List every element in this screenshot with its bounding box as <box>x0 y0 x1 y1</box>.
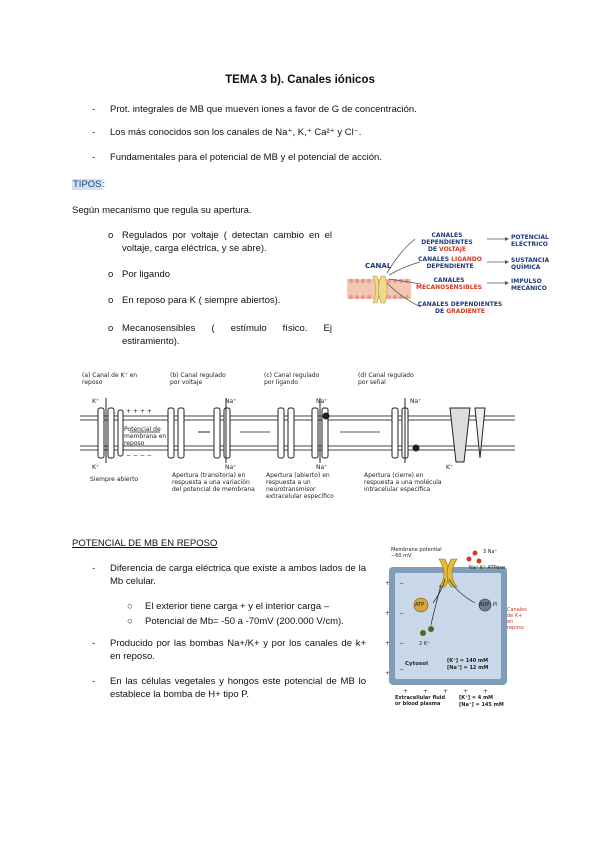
intro-item: Prot. integrales de MB que mueven iones a favor de G de concentración. <box>110 104 417 115</box>
channel-types-diagram <box>345 221 550 319</box>
resting-sub-item: El exterior tiene carga + y el interior carga – <box>145 601 330 612</box>
bullet-circle-icon: o <box>108 230 114 241</box>
channel-type-gradient <box>417 301 503 315</box>
svg-text:+: + <box>403 688 409 695</box>
channel-c <box>278 398 329 463</box>
channel-type-text: CANALES DEPENDIENTES <box>417 301 503 308</box>
membrane-potential-label: Membrane potential −60 mV <box>391 547 442 559</box>
svg-text:−: − <box>399 610 405 617</box>
resting-item: En las células vegetales y hongos este potencial de MB lo establece la bomba de H+ tipo P. <box>110 676 366 700</box>
channel-type-mechano <box>411 277 487 291</box>
atp-label: ATP <box>415 602 425 608</box>
bullet-dash: - <box>92 104 96 115</box>
panel-a-ion-top: K⁺ <box>92 398 100 405</box>
panel-d-label: (d) Canal regulado por señal <box>358 372 414 386</box>
intro-item: Fundamentales para el potencial de MB y el potencial de acción. <box>110 152 382 163</box>
na-in-label: [Na⁺] = 12 mM <box>447 665 489 671</box>
channel-type-text: CANALES DEPENDIENTES <box>421 232 473 246</box>
panel-b-ion-top: Na⁺ <box>225 398 237 405</box>
k-in-label: [K⁺] = 140 mM <box>447 658 489 664</box>
mechanism-item: Mecanosensibles ( estímulo físico. Ej estiramiento). <box>122 323 332 347</box>
k-bottom-label: 2 K⁺ <box>419 641 430 647</box>
panel-c-ion-top: Na⁺ <box>316 398 328 405</box>
svg-text:+: + <box>423 688 429 695</box>
bullet-ring-icon: ○ <box>127 616 133 627</box>
resting-item: Producido por las bombas Na+/K+ y por los canales de k+ en reposo. <box>110 638 366 662</box>
adp-label: ADP <box>479 602 490 608</box>
channel-type-accent: LIGANDO <box>451 256 482 263</box>
svg-text:−: − <box>399 640 405 647</box>
panel-c-caption: Apertura (abierto) en respuesta a un neurotransmisor extracelular específico <box>266 472 334 500</box>
channel-type-text: DE <box>427 246 440 253</box>
channel-type-text: CANALES <box>418 256 452 263</box>
section2-title: POTENCIAL DE MB EN REPOSO <box>72 538 218 549</box>
k-out-label: [K⁺] = 4 mM <box>459 695 494 701</box>
bullet-circle-icon: o <box>108 323 114 334</box>
svg-text:+: + <box>463 688 469 695</box>
minus-signs: − − − − <box>126 452 152 459</box>
panel-c-label: (c) Canal regulado por ligando <box>264 372 320 386</box>
mechanism-heading: Según mecanismo que regula su apertura. <box>72 205 252 216</box>
channel-type-voltage <box>407 232 487 253</box>
resting-sub-item: Potencial de Mb= -50 a -70mV (200.000 V/cm). <box>145 616 344 627</box>
bullet-dash: - <box>92 638 96 649</box>
plus-signs: + + + + <box>126 408 152 415</box>
mechanism-item: Por ligando <box>122 269 171 280</box>
panel-d-ion-bottom: K⁺ <box>446 464 454 471</box>
result-voltage: POTENCIAL ELÉCTRICO <box>511 234 549 248</box>
svg-text:−: − <box>399 580 405 587</box>
panel-b-caption: Apertura (transitoria) en respuesta a una variación del potencial de membrana <box>172 472 255 493</box>
panel-b-ion-bottom: Na⁺ <box>225 464 237 471</box>
bullet-dash: - <box>92 127 96 138</box>
channel-type-accent: VOLTAJE <box>439 246 467 253</box>
panel-d-caption: Apertura (cierre) en respuesta a una molécula intracelular específica <box>364 472 442 493</box>
bullet-circle-icon: o <box>108 295 114 306</box>
channel-type-text: DE <box>435 308 447 315</box>
bullet-dash: - <box>92 563 96 574</box>
side-label: Canales de K+ en reposo <box>507 607 527 631</box>
page-title: TEMA 3 b). Canales iónicos <box>225 74 375 86</box>
panel-a-label: (a) Canal de K⁺ en reposo <box>82 372 138 386</box>
panel-b-label: (b) Canal regulado por voltaje <box>170 372 226 386</box>
svg-text:+: + <box>483 688 489 695</box>
channel-type-text: CANALES <box>433 277 465 284</box>
channels-figure <box>80 368 515 508</box>
canal-label: CANAL <box>365 262 392 270</box>
cell-figure <box>383 545 527 713</box>
svg-text:+: + <box>385 610 391 617</box>
svg-text:+: + <box>443 688 449 695</box>
membrane-label: Potencial de membrana en reposo <box>124 426 167 447</box>
channel-a <box>98 398 123 463</box>
extracellular-label: Extracellular fluid or blood plasma <box>395 695 446 707</box>
channel-type-text: DEPENDIENTE <box>426 263 474 270</box>
mechanism-item: Regulados por voltaje ( detectan cambio en el voltaje, carga eléctrica, y se abre). <box>122 230 332 254</box>
bullet-dash: - <box>92 676 96 687</box>
na-top-label: 3 Na⁺ <box>483 549 498 555</box>
arrow-heads <box>505 237 509 285</box>
bullet-ring-icon: ○ <box>127 601 133 612</box>
pi-label: Pi <box>493 602 498 608</box>
tipos-colon: : <box>102 179 106 190</box>
svg-text:+: + <box>385 670 391 677</box>
resting-item: Diferencia de carga eléctrica que existe a ambos lados de la Mb celular. <box>110 563 366 587</box>
svg-text:+: + <box>385 640 391 647</box>
bullet-dash: - <box>92 152 96 163</box>
channel-d <box>392 398 485 463</box>
svg-text:−: − <box>399 666 405 673</box>
panel-c-ion-bottom: Na⁺ <box>316 464 328 471</box>
membrane-strip <box>347 276 411 303</box>
channel-type-accent: GRADIENTE <box>446 308 485 315</box>
pump-label: Na⁺ K⁺ ATPase <box>469 565 506 571</box>
intro-item: Los más conocidos son los canales de Na⁺, K,⁺ Ca²⁺ y Cl⁻. <box>110 127 362 138</box>
tipos-label: TIPOS <box>73 179 102 190</box>
channel-type-ligand <box>413 256 487 270</box>
result-ligand: SUSTANCIA QUÍMICA <box>511 257 550 271</box>
svg-text:+: + <box>385 580 391 587</box>
cytosol-label: Cytosol <box>405 661 428 667</box>
result-mechano: IMPULSO MECÁNICO <box>511 278 547 292</box>
na-out-label: [Na⁺] = 145 mM <box>459 702 504 708</box>
panel-a-ion-bottom: K⁺ <box>92 464 100 471</box>
tipos-heading <box>72 178 105 191</box>
bullet-circle-icon: o <box>108 269 114 280</box>
panel-a-caption: Siempre abierto <box>90 476 139 483</box>
channel-type-accent: MECANOSENSIBLES <box>415 284 483 291</box>
mechanism-item: En reposo para K ( siempre abiertos). <box>122 295 281 306</box>
panel-d-ion-top: Na⁺ <box>410 398 422 405</box>
channel-b <box>168 398 230 463</box>
